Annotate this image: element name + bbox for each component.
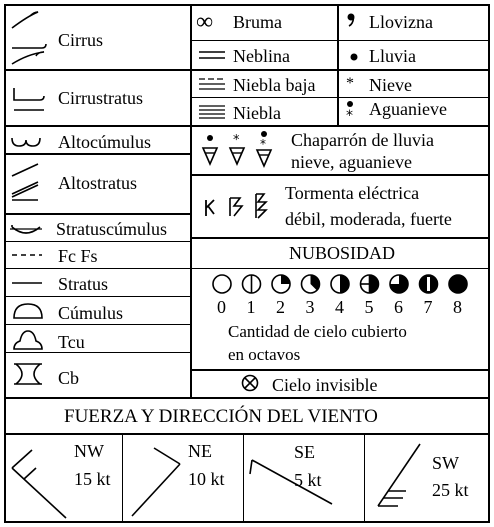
weather-label-bruma: Bruma (233, 12, 282, 32)
divider-h8 (4, 324, 190, 325)
svg-text:*: * (233, 133, 240, 148)
octa-number-5: 5 (364, 297, 374, 317)
neblina-icon (198, 48, 228, 62)
cumulus-symbol-icon (8, 300, 48, 324)
stratocumulus-symbol-icon (8, 219, 48, 239)
nubosidad-title: NUBOSIDAD (289, 243, 396, 263)
weather-label-tormenta-2: débil, moderada, fuerte (285, 209, 452, 229)
cloud-label-fractus: Fc Fs (58, 246, 98, 266)
lluvia-icon (349, 52, 359, 62)
cloud-label-cb: Cb (58, 368, 80, 388)
divider-vertical-weather (337, 4, 339, 126)
octa-symbol-2 (272, 275, 290, 293)
divider-h3 (4, 153, 190, 155)
weather-label-aguanieve: Aguanieve (369, 99, 447, 119)
divider-hw4 (190, 174, 490, 176)
octa-number-8: 8 (453, 297, 462, 317)
divider-hw5 (190, 237, 490, 239)
octa-number-2: 2 (276, 297, 285, 317)
thunderstorm-icon (200, 192, 276, 222)
wind-dir-nw: NW (74, 441, 104, 461)
wind-speed-ne: 10 kt (188, 469, 225, 489)
svg-text:*: * (346, 108, 353, 124)
octa-number-7: 7 (423, 297, 433, 317)
divider-h7 (4, 296, 190, 297)
weather-label-chaparron-2: nieve, aguanieve (291, 152, 412, 172)
nubosidad-caption-1: Cantidad de cielo cubierto (228, 322, 407, 341)
divider-hw2 (190, 69, 490, 71)
wind-speed-nw: 15 kt (74, 469, 111, 489)
wind-barb-se-icon (248, 440, 338, 520)
cloud-label-altostratus: Altostratus (58, 173, 137, 193)
divider-hw1 (190, 40, 490, 41)
octa-number-6: 6 (394, 297, 403, 317)
niebla-baja-icon (198, 76, 228, 92)
weather-label-niebla-baja: Niebla baja (233, 75, 316, 95)
cloud-label-altocumulus: Altocúmulus (58, 132, 151, 152)
divider-vertical-main (190, 4, 192, 397)
cirrus-symbol-icon (8, 8, 48, 68)
octa-symbol-6 (390, 275, 408, 293)
divider-h2 (4, 125, 490, 127)
llovizna-icon (346, 12, 356, 30)
wind-title: FUERZA Y DIRECCIÓN DEL VIENTO (64, 406, 378, 427)
octa-symbol-1 (243, 275, 261, 293)
cloud-label-stratus: Stratus (58, 274, 109, 294)
fractus-symbol-icon (8, 246, 48, 266)
weather-label-tormenta-1: Tormenta eléctrica (285, 183, 420, 203)
weather-label-llovizna: Llovizna (369, 12, 433, 32)
cloud-label-tcu: Tcu (58, 332, 85, 352)
divider-hw3 (190, 97, 490, 98)
svg-text:*: * (260, 137, 266, 151)
divider-hw7 (190, 369, 490, 371)
showers-icon (200, 130, 280, 172)
cumulonimbus-symbol-icon (8, 360, 48, 390)
divider-h6 (4, 268, 190, 269)
divider-h4 (4, 213, 190, 215)
octa-symbol-5 (361, 275, 379, 293)
cloud-label-stratocumulus: Stratuscúmulus (56, 219, 167, 239)
stratus-symbol-icon (8, 274, 48, 294)
octa-number-0: 0 (217, 297, 226, 317)
altocumulus-symbol-icon (8, 132, 48, 152)
cloud-label-cumulus: Cúmulus (58, 303, 124, 323)
divider-h1 (4, 69, 190, 71)
divider-wind-2 (243, 433, 244, 523)
octa-symbol-4 (331, 275, 349, 293)
octa-number-1: 1 (246, 297, 256, 317)
niebla-icon (198, 104, 228, 122)
cirrostratus-symbol-icon (8, 80, 48, 120)
wind-dir-ne: NE (188, 441, 212, 461)
towering-cumulus-symbol-icon (8, 327, 48, 353)
weather-label-lluvia: Lluvia (369, 46, 416, 66)
octa-symbol-3 (302, 275, 320, 293)
divider-h5 (4, 241, 190, 242)
aguanieve-icon (344, 100, 356, 122)
octa-symbol-7 (419, 275, 437, 293)
divider-hw6 (190, 268, 490, 269)
octa-number-3: 3 (305, 297, 315, 317)
divider-wind-title (4, 433, 490, 435)
wind-barb-nw-icon (8, 440, 78, 520)
octa-symbol-8 (449, 275, 467, 293)
wind-speed-sw: 25 kt (432, 480, 469, 500)
sky-obscured-label: Cielo invisible (272, 375, 378, 395)
divider-wind-1 (122, 433, 123, 523)
divider-h10 (4, 397, 490, 399)
sky-obscured-icon (241, 374, 261, 394)
octas-symbols (212, 272, 472, 296)
cloud-label-cirrostratus: Cirrustratus (58, 88, 143, 108)
wind-barb-sw-icon (368, 440, 438, 520)
weather-label-neblina: Neblina (233, 46, 290, 66)
weather-label-niebla: Niebla (233, 103, 281, 123)
weather-label-chaparron-1: Chaparrón de lluvia (291, 130, 434, 150)
bruma-icon: ∞ (196, 9, 214, 35)
octa-number-4: 4 (335, 297, 344, 317)
nubosidad-caption-2: en octavos (228, 345, 301, 364)
nieve-icon: * (346, 75, 354, 92)
octa-symbol-0 (213, 275, 231, 293)
wind-dir-sw: SW (432, 453, 459, 473)
wind-speed-se: 5 kt (294, 470, 322, 490)
divider-wind-3 (364, 433, 365, 523)
cloud-label-cirrus: Cirrus (58, 30, 103, 50)
altostratus-symbol-icon (8, 158, 48, 208)
octas-numbers (212, 298, 472, 318)
wind-dir-se: SE (294, 442, 316, 462)
wind-barb-ne-icon (126, 440, 196, 520)
weather-label-nieve: Nieve (369, 75, 412, 95)
